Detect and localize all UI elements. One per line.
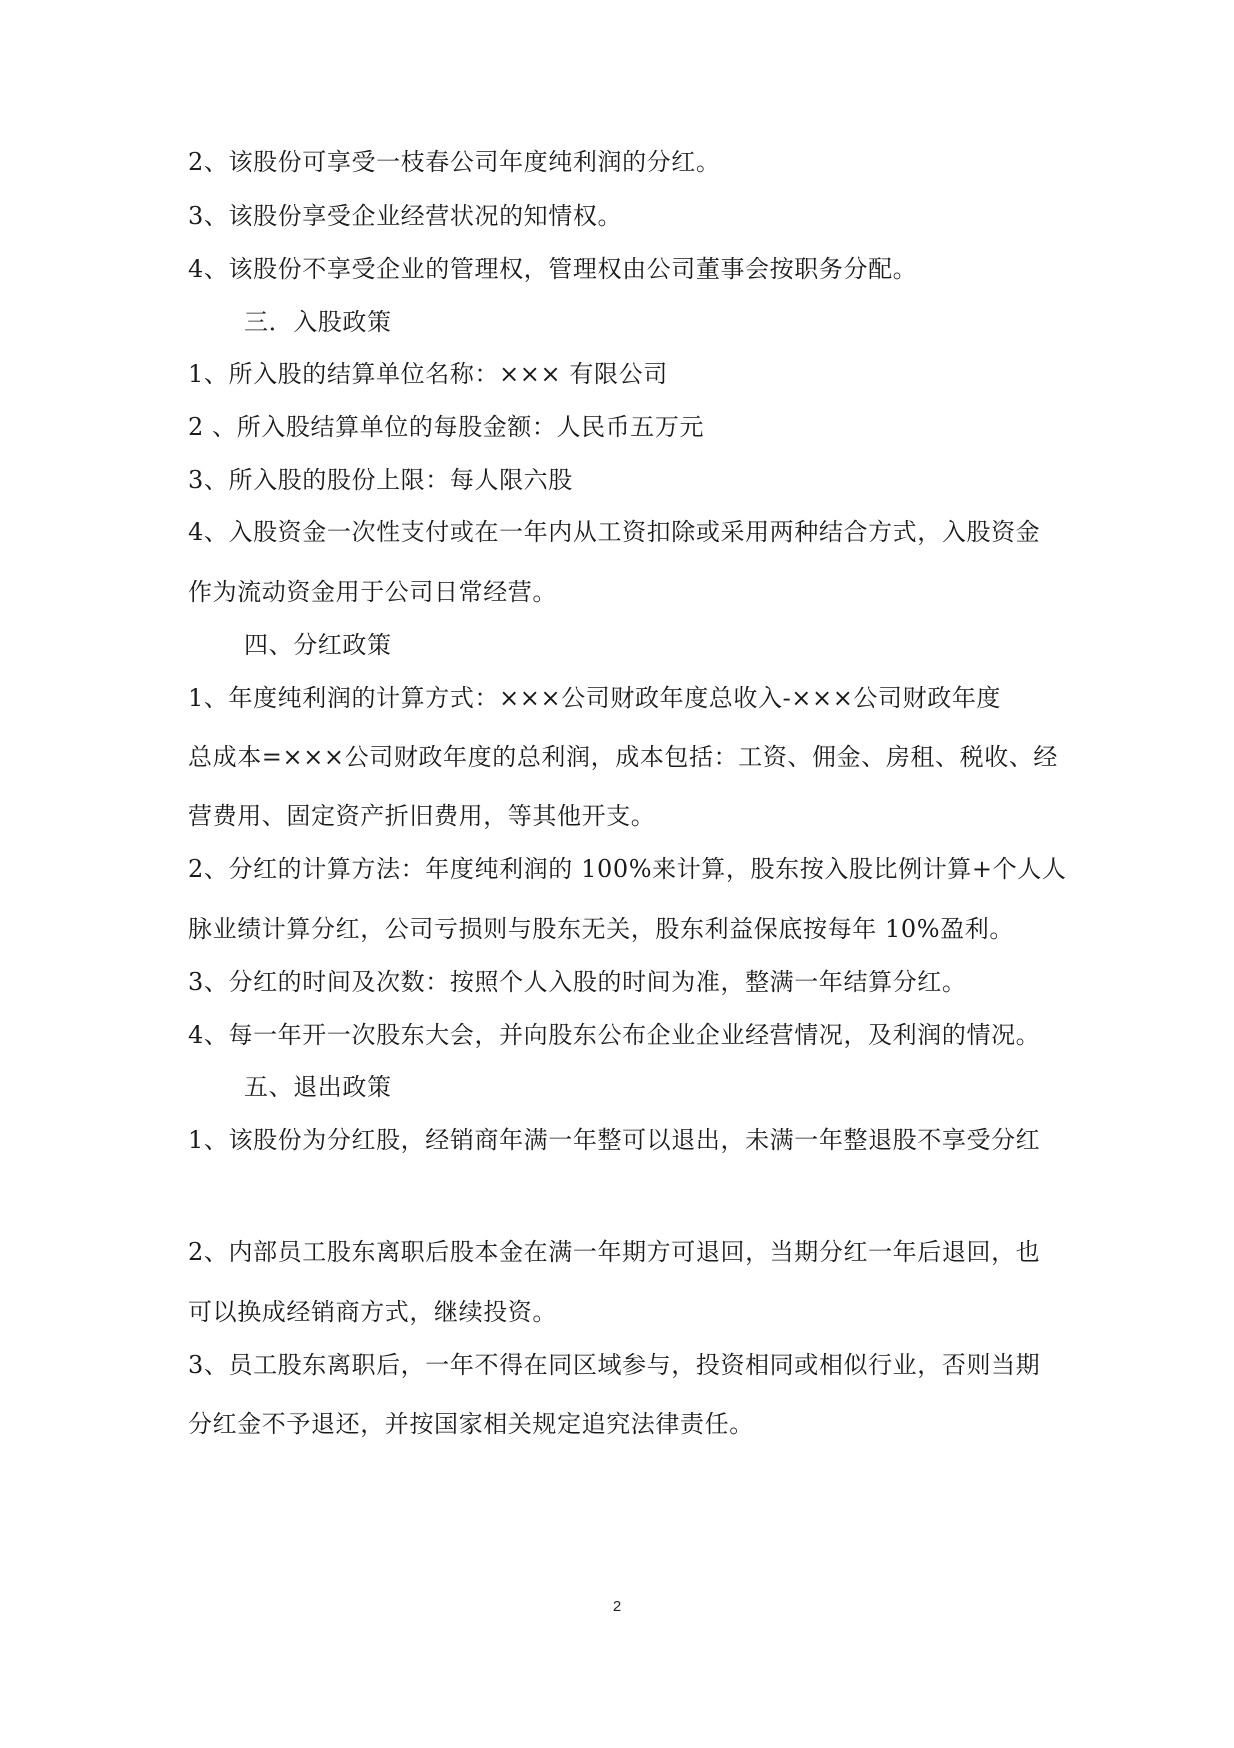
exit-clause-2-line-1: 2、内部员工股东离职后股本金在满一年期方可退回，当期分红一年后退回，也 [188, 1238, 1041, 1266]
exit-clause-2-line-2: 可以换成经销商方式，继续投资。 [188, 1298, 557, 1326]
exit-clause-1: 1、该股份为分红股，经销商年满一年整可以退出，未满一年整退股不享受分红 [188, 1126, 1041, 1154]
dividend-clause-4: 4、每一年开一次股东大会，并向股东公布企业企业经营情况，及利润的情况。 [188, 1021, 1041, 1049]
page-number: 2 [612, 1598, 622, 1615]
dividend-clause-1-line-2: 总成本=×××公司财政年度的总利润，成本包括：工资、佣金、房租、税收、经 [188, 743, 1059, 771]
share-clause-3: 3、所入股的股份上限：每人限六股 [188, 466, 573, 494]
clause-3-information-right: 3、该股份享受企业经营状况的知情权。 [188, 202, 623, 230]
share-clause-4-line-1: 4、入股资金一次性支付或在一年内从工资扣除或采用两种结合方式，入股资金 [188, 518, 1041, 546]
section-heading-exit-policy: 五、退出政策 [244, 1073, 392, 1101]
dividend-clause-1-line-3: 营费用、固定资产折旧费用，等其他开支。 [188, 802, 656, 830]
exit-clause-3-line-1: 3、员工股东离职后，一年不得在同区域参与，投资相同或相似行业，否则当期 [188, 1351, 1041, 1379]
dividend-clause-2-line-1: 2、分红的计算方法：年度纯利润的 100%来计算，股东按入股比例计算+个人人 [188, 855, 1067, 883]
section-heading-share-policy: 三．入股政策 [244, 308, 392, 336]
share-clause-1: 1、所入股的结算单位名称：××× 有限公司 [188, 360, 668, 388]
exit-clause-3-line-2: 分红金不予退还，并按国家相关规定追究法律责任。 [188, 1410, 754, 1438]
clause-4-management-right: 4、该股份不享受企业的管理权，管理权由公司董事会按职务分配。 [188, 255, 918, 283]
clause-2-dividend-right: 2、该股份可享受一枝春公司年度纯利润的分红。 [188, 148, 721, 176]
share-clause-2: 2 、所入股结算单位的每股金额：人民币五万元 [188, 413, 705, 441]
dividend-clause-2-line-2: 脉业绩计算分红，公司亏损则与股东无关，股东利益保底按每年 10%盈利。 [188, 915, 1014, 943]
dividend-clause-1-line-1: 1、年度纯利润的计算方式：×××公司财政年度总收入-×××公司财政年度 [188, 684, 1002, 712]
dividend-clause-3: 3、分红的时间及次数：按照个人入股的时间为准，整满一年结算分红。 [188, 968, 967, 996]
section-heading-dividend-policy: 四、分红政策 [244, 631, 392, 659]
share-clause-4-line-2: 作为流动资金用于公司日常经营。 [188, 578, 557, 606]
